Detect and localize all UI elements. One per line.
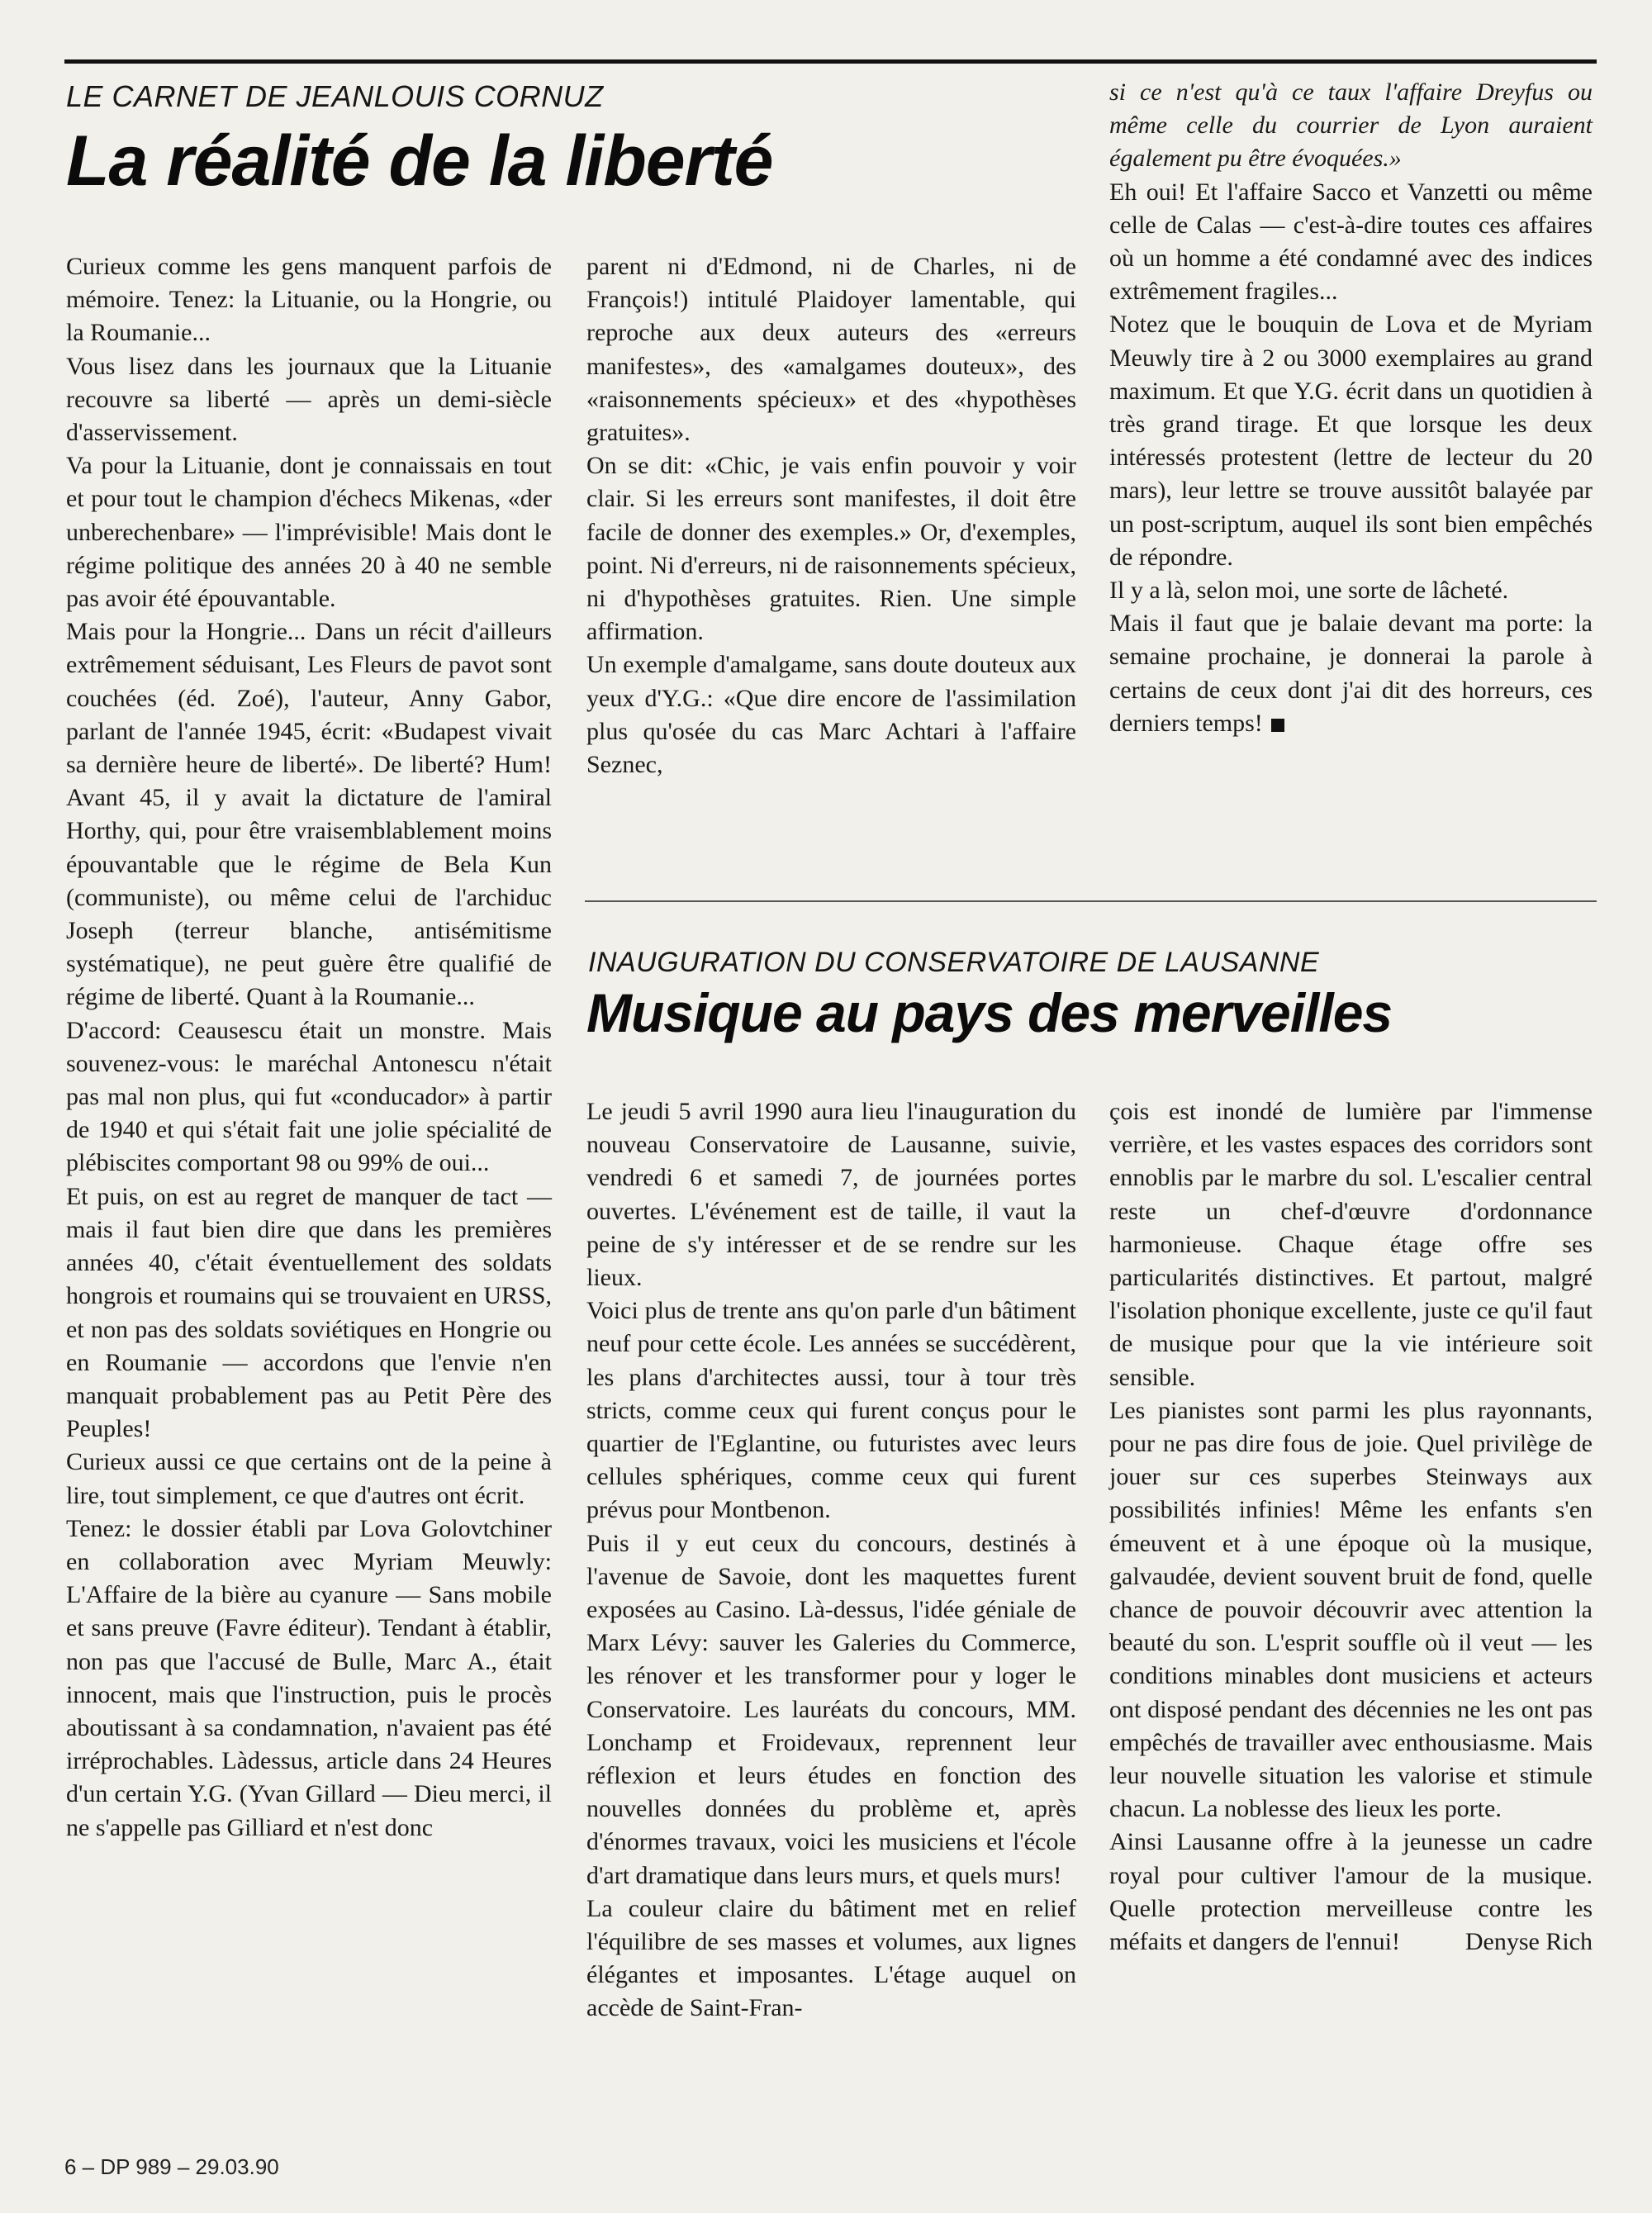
paragraph <box>1109 1826 1593 1959</box>
article-kicker: INAUGURATION DU CONSERVATOIRE DE LAUSANNE <box>588 947 1320 978</box>
article1-column-3 <box>1109 76 1593 740</box>
page-folio: 6 – DP 989 – 29.03.90 <box>64 2154 279 2179</box>
paragraph: Curieux comme les gens manquent parfois de mémoire. Tenez: la Lituanie, ou la Hongrie, ou la Roumanie... <box>66 253 552 347</box>
paragraph: Notez que le bouquin de Lova et de Myriam Meuwly tire à 2 ou 3000 exemplaires au grand maximum. Et que Y.G. écrit dans un quotidien à très grand tirage. Et que lorsque les deux intéressés protestent (lettre de lecteur du 20 mars), leur lettre se trouve aussitôt balayée par un post-scriptum, auquel ils sont bien empêchés de répondre. <box>1109 311 1593 571</box>
paragraph <box>1109 607 1593 740</box>
section-divider <box>585 900 1597 902</box>
paragraph: Le jeudi 5 avril 1990 aura lieu l'inauguration du nouveau Conservatoire de Lausanne, suivie, vendredi 6 et samedi 7, de journées portes ouvertes. L'événement est de taille, il vaut la peine de s'y intéresser et de se rendre sur les lieux. <box>586 1098 1076 1292</box>
closing-sentence: Mais il faut que je balaie devant ma porte: la semaine prochaine, je donnerai la parole à certains de ceux dont j'ai dit des horreurs, ces derniers temps! <box>1109 610 1593 737</box>
article1-column-1 <box>66 250 552 1845</box>
paragraph: Mais pour la Hongrie... Dans un récit d'ailleurs extrêmement séduisant, Les Fleurs de pavot sont couchées (éd. Zoé), l'auteur, Anny Gabor, parlant de l'année 1945, écrit: «Budapest vivait sa dernière heure de liberté». De liberté? Hum! Avant 45, il y avait la dictature de l'amiral Horthy, qui, pour être vraisemblablement moins épouvantable que le régime de Bela Kun (communiste), ou même celui de l'archiduc Joseph (terreur blanche, antisémitisme systématique), ne peut guère être qualifié de régime de liberté. Quant à la Roumanie... <box>66 618 552 1011</box>
article-title: Musique au pays des merveilles <box>586 982 1393 1043</box>
paragraph: D'accord: Ceausescu était un monstre. Mais souvenez-vous: le maréchal Antonescu n'était pas mal non plus, qui fut «conducador» à partir de 1940 et qui s'était fait une jolie spécialité de plébiscites comportant 98 ou 99% de oui... <box>66 1016 552 1177</box>
paragraph: Les pianistes sont parmi les plus rayonnants, pour ne pas dire fous de joie. Quel privilège de jouer sur ces superbes Steinways aux possibilités infinies! Même les enfants s'en émeuvent et à une époque où la musique, galvaudée, devient souvent bruit de fond, quelle chance de pouvoir découvrir avec attention la beauté du son. L'esprit souffle où il veut — les conditions minables dont musiciens et acteurs ont disposé pendant des décennies ne les ont pas empêchés de travailler avec enthousiasme. Mais leur nouvelle situation les valorise et stimule chacun. La noblesse des lieux les porte. <box>1109 1396 1593 1823</box>
end-mark-icon <box>1271 719 1284 732</box>
author-signature: Denyse Rich <box>1464 1928 1593 1956</box>
article-title: La réalité de la liberté <box>66 121 773 201</box>
paragraph: parent ni d'Edmond, ni de Charles, ni de François!) intitulé Plaidoyer lamentable, qui reproche aux deux auteurs des «erreurs manifestes», des «amalgames douteux», des «raisonnements spécieux» et des «hypothèses gratuites». <box>586 253 1076 447</box>
article-kicker: LE CARNET DE JEANLOUIS CORNUZ <box>66 79 604 113</box>
paragraph: si ce n'est qu'à ce taux l'affaire Dreyfus ou même celle du courrier de Lyon auraient également pu être évoquées.» <box>1109 78 1593 173</box>
paragraph: Il y a là, selon moi, une sorte de lâcheté. <box>1109 577 1509 605</box>
paragraph: Tenez: le dossier établi par Lova Golovtchiner en collaboration avec Myriam Meuwly: L'Affaire de la bière au cyanure — Sans mobile et sans preuve (Favre éditeur). Tendant à établir, non pas que l'accusé de Bulle, Marc A., était innocent, mais que l'instruction, puis le procès aboutissant à sa condamnation, n'avaient pas été irréprochables. Làdessus, article dans 24 Heures d'un certain Y.G. (Yvan Gillard — Dieu merci, il ne s'appelle pas Gilliard et n'est donc <box>66 1514 552 1841</box>
paragraph: çois est inondé de lumière par l'immense verrière, et les vastes espaces des corridors sont ennoblis par le marbre du sol. L'escalier central reste un chef-d'œuvre d'ordonnance harmonieuse. Chaque étage offre ses particularités distinctives. Et partout, malgré l'isolation phonique excellente, juste ce qu'il faut de musique pour que la vie intérieure soit sensible. <box>1109 1098 1593 1391</box>
paragraph: Va pour la Lituanie, dont je connaissais en tout et pour tout le champion d'échecs Mikenas, «der unberechenbare» — l'imprévisible! Mais dont le régime politique des années 20 à 40 ne semble pas avoir été épouvantable. <box>66 452 552 613</box>
paragraph: Puis il y eut ceux du concours, destinés à l'avenue de Savoie, dont les maquettes furent exposées au Casino. Là-dessus, l'idée géniale de Marx Lévy: sauver les Galeries du Commerce, les rénover et les transformer pour y loger le Conservatoire. Les lauréats du concours, MM. Lonchamp et Froidevaux, reprennent leur réflexion et leurs études en fonction des nouvelles données du problème et, après d'énormes travaux, voici les musiciens et l'école d'art dramatique dans leurs murs, et quels murs! <box>586 1529 1076 1889</box>
paragraph: Curieux aussi ce que certains ont de la peine à lire, tout simplement, ce que d'autres ont écrit. <box>66 1448 552 1509</box>
paragraph: Et puis, on est au regret de manquer de tact — mais il faut bien dire que dans les premières années 40, c'était éventuellement des soldats hongrois et roumains qui se trouvaient en URSS, et non pas des soldats soviétiques en Hongrie ou en Roumanie — accordons que l'envie n'en manquait probablement pas au Petit Père des Peuples! <box>66 1182 552 1443</box>
top-rule <box>64 59 1597 64</box>
closing-sentence: Ainsi Lausanne offre à la jeunesse un cadre royal pour cultiver l'amour de la musique. Quelle protection merveilleuse contre les méfaits et dangers de l'ennui! <box>1109 1828 1593 1956</box>
article1-column-2 <box>586 250 1076 781</box>
paragraph: Vous lisez dans les journaux que la Lituanie recouvre sa liberté — après un demi-siècle d'asservissement. <box>66 352 552 447</box>
paragraph: On se dit: «Chic, je vais enfin pouvoir y voir clair. Si les erreurs sont manifestes, il doit être facile de donner des exemples.» Or, d'exemples, point. Ni d'erreurs, ni de raisonnements spécieux, ni d'hypothèses gratuites. Rien. Une simple affirmation. <box>586 452 1076 646</box>
article2-column-1 <box>586 1095 1076 2025</box>
paragraph: La couleur claire du bâtiment met en relief l'équilibre de ses masses et volumes, aux lignes élégantes et imposantes. L'étage auquel on accède de Saint-Fran- <box>586 1894 1076 2022</box>
paragraph: Eh oui! Et l'affaire Sacco et Vanzetti ou même celle de Calas — c'est-à-dire toutes ces affaires où un homme a été condamné avec des indices extrêmement fragiles... <box>1109 178 1593 306</box>
paragraph: Un exemple d'amalgame, sans doute douteux aux yeux d'Y.G.: «Que dire encore de l'assimilation plus qu'osée du cas Marc Achtari à l'affaire Seznec, <box>586 651 1076 779</box>
paragraph: Voici plus de trente ans qu'on parle d'un bâtiment neuf pour cette école. Les années se succédèrent, les plans d'architectes aussi, tour à tour très stricts, comme ceux qui furent conçus pour le quartier de l'Eglantine, ou futuristes avec leurs cellules sphériques, comme ceux qui furent prévus pour Montbenon. <box>586 1297 1076 1524</box>
article2-column-2 <box>1109 1095 1593 1959</box>
